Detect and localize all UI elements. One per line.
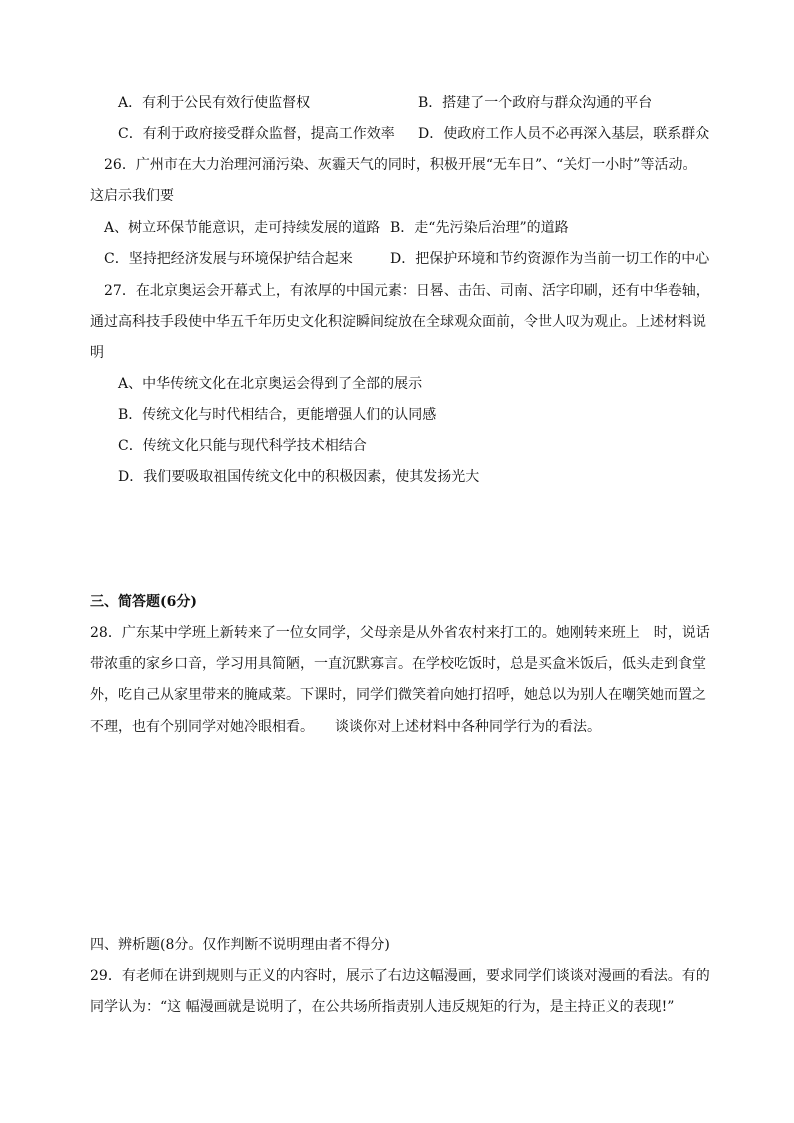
q27-option-b: B．传统文化与时代相结合，更能增强人们的认同感	[118, 407, 437, 423]
q27-stem-line-3: 明	[90, 345, 104, 361]
q27-option-d: D．我们要吸取祖国传统文化中的积极因素，使其发扬光大	[118, 469, 480, 485]
q29-line-1: 29．有老师在讲到规则与正义的内容时，展示了右边这幅漫画，要求同学们谈谈对漫画的看法。有的	[90, 968, 710, 984]
q26-option-b: B．走“先污染后治理”的道路	[390, 220, 569, 236]
q25-option-d: D．使政府工作人员不必再深入基层，联系群众	[418, 126, 710, 142]
section-4-title: 四、辨析题(8分。仅作判断不说明理由者不得分)	[90, 937, 390, 953]
q25-option-b: B．搭建了一个政府与群众沟通的平台	[418, 95, 653, 111]
q26-stem-line-2: 这启示我们要	[90, 188, 174, 204]
q25-option-a: A．有利于公民有效行使监督权	[118, 95, 311, 111]
q28-line-4: 不理，也有个别同学对她冷眼相看。 谈谈你对上述材料中各种同学行为的看法。	[90, 719, 601, 735]
q27-stem-line-2: 通过高科技手段使中华五千年历史文化积淀瞬间绽放在全球观众面前，令世人叹为观止。上述材料说	[90, 314, 706, 330]
q25-option-c: C．有利于政府接受群众监督，提高工作效率	[118, 126, 395, 142]
q28-line-1: 28．广东某中学班上新转来了一位女同学，父母亲是从外省农村来打工的。她刚转来班上 时，说话	[90, 625, 710, 641]
q26-option-d: D．把保护环境和节约资源作为当前一切工作的中心	[390, 251, 710, 267]
q26-option-a: A、树立环保节能意识，走可持续发展的道路	[104, 220, 381, 236]
q28-line-2: 带浓重的家乡口音，学习用具简陋，一直沉默寡言。在学校吃饭时，总是买盒米饭后，低头走到食堂	[90, 656, 706, 672]
q27-option-c: C．传统文化只能与现代科学技术相结合	[118, 438, 367, 454]
q29-line-2: 同学认为：“这 幅漫画就是说明了，在公共场所指责别人违反规矩的行为，是主持正义的表现!”	[90, 999, 675, 1015]
q26-option-c: C．坚持把经济发展与环境保护结合起来	[104, 251, 353, 267]
q26-stem-line-1: 26．广州市在大力治理河涌污染、灰霾天气的同时，积极开展“无车日”、“关灯一小时”等活动。	[104, 157, 697, 173]
section-3-title: 三、简答题(6分)	[90, 594, 197, 610]
q27-option-a: A、中华传统文化在北京奥运会得到了全部的展示	[118, 376, 423, 392]
q28-line-3: 外，吃自己从家里带来的腌咸菜。下课时，同学们微笑着向她打招呼，她总以为别人在嘲笑她而置之	[90, 687, 706, 703]
q27-stem-line-1: 27．在北京奥运会开幕式上，有浓厚的中国元素：日晷、击缶、司南、活字印刷，还有中华卷轴，	[104, 283, 710, 299]
